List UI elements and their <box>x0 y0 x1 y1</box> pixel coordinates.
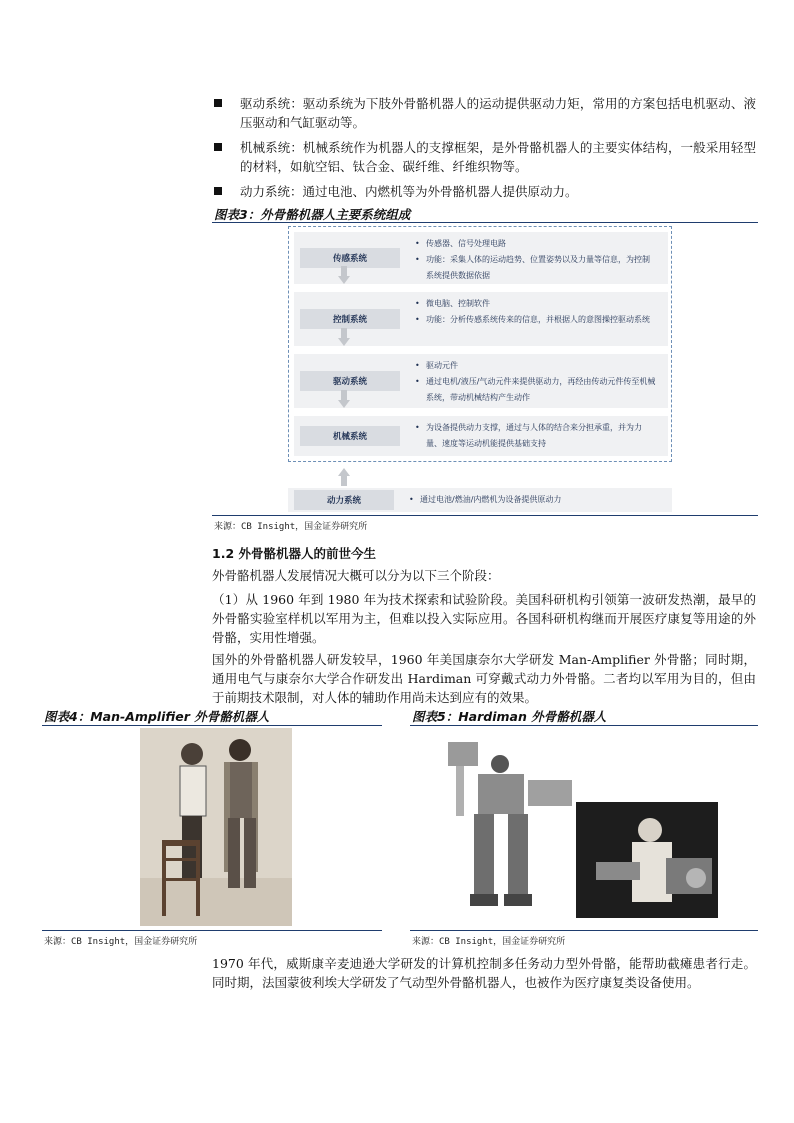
row-item: • 功能：采集人体的运动趋势、位置姿势以及力量等信息，为控制系统提供数据依据 <box>414 252 656 284</box>
row-item: • 通过电池/燃油/内燃机为设备提供原动力 <box>408 492 660 508</box>
figure4-bottom-rule <box>42 930 382 931</box>
figure5-top-rule <box>410 725 758 726</box>
paragraph: 外骨骼机器人发展情况大概可以分为以下三个阶段： <box>212 568 500 583</box>
row-label: 传感系统 <box>300 248 400 268</box>
figure4-top-rule <box>42 725 382 726</box>
figure3-source: 来源：CB Insight，国金证券研究所 <box>214 522 368 532</box>
diagram-row-control <box>294 292 668 346</box>
paragraph: 1970 年代，威斯康辛麦迪逊大学研发的计算机控制多任务动力型外骨骼，能帮助截瘫患者行走。同时期，法国蒙彼利埃大学研发了气动型外骨骼机器人，也被作为医疗康复类设备使用。 <box>212 956 756 990</box>
arrow-down-icon <box>338 266 350 284</box>
figure3-title: 图表3：外骨骼机器人主要系统组成 <box>214 207 411 222</box>
row-item: • 通过电机/液压/气动元件来提供驱动力，再经由传动元件传至机械系统，带动机械结构产生动作 <box>414 374 656 406</box>
figure3-bottom-rule <box>212 515 758 516</box>
arrow-up-icon <box>338 468 350 486</box>
row-label: 驱动系统 <box>300 371 400 391</box>
hardiman-full-illustration <box>434 728 578 918</box>
bullet-mechanical-system <box>212 138 756 176</box>
row-item: • 功能：分析传感系统传来的信息，并根据人的意图操控驱动系统 <box>414 312 656 328</box>
figure4-source: 来源：CB Insight，国金证券研究所 <box>44 937 198 947</box>
row-item: • 传感器、信号处理电路 <box>414 236 656 252</box>
diagram-row-sensing <box>294 232 668 284</box>
hardiman-photo-1 <box>434 728 578 918</box>
bullet-text: 动力系统：通过电池、内燃机等为外骨骼机器人提供原动力。 <box>240 184 578 199</box>
arrow-down-icon <box>338 390 350 408</box>
paragraph: （1）从 1960 年到 1980 年为技术探索和试验阶段。美国科研机构引领第一波研发热潮，最早的外骨骼实验室样机以军用为主，但难以投入实际应用。各国科研机构继而开展医疗康复等用途的外骨骼，实用性增强。 <box>212 592 756 645</box>
square-bullet-icon <box>214 99 222 107</box>
figure5-title: 图表5：Hardiman 外骨骼机器人 <box>412 709 607 724</box>
row-item: • 微电脑、控制软件 <box>414 296 656 312</box>
bullet-list <box>212 94 756 207</box>
row-label: 机械系统 <box>300 426 400 446</box>
bullet-text: 驱动系统：驱动系统为下肢外骨骼机器人的运动提供驱动力矩，常用的方案包括电机驱动、液压驱动和气缸驱动等。 <box>240 96 756 130</box>
hardiman-arm-illustration <box>576 802 718 918</box>
section-heading: 1.2 外骨骼机器人的前世今生 <box>212 546 376 561</box>
bullet-power-system <box>212 182 756 201</box>
paragraph: 国外的外骨骼机器人研发较早，1960 年美国康奈尔大学研发 Man-Amplifier 外骨骼；同时期，通用电气与康奈尔大学合作研发出 Hardiman 可穿戴式动力外骨骼。二者均以军用为目的，但由于前期技术限制，对人体的辅助作用尚未达到应有的效果。 <box>212 652 756 705</box>
row-item: • 驱动元件 <box>414 358 656 374</box>
system-diagram <box>288 226 674 512</box>
row-label: 动力系统 <box>294 490 394 510</box>
diagram-row-drive <box>294 354 668 408</box>
row-label: 控制系统 <box>300 309 400 329</box>
hardiman-photo-2 <box>576 802 718 918</box>
bullet-text: 机械系统：机械系统作为机器人的支撑框架，是外骨骼机器人的主要实体结构，一般采用轻型的材料，如航空铝、钛合金、碳纤维、纤维织物等。 <box>240 140 756 174</box>
figure4-title: 图表4：Man-Amplifier 外骨骼机器人 <box>44 709 270 724</box>
square-bullet-icon <box>214 187 222 195</box>
arrow-down-icon <box>338 328 350 346</box>
row-item: • 为设备提供动力支撑，通过与人体的结合来分担承重，并为力量、速度等运动机能提供基础支持 <box>414 420 656 452</box>
man-amplifier-illustration <box>140 728 292 926</box>
figure5-bottom-rule <box>410 930 758 931</box>
square-bullet-icon <box>214 143 222 151</box>
man-amplifier-photo <box>140 728 292 926</box>
figure5-source: 来源：CB Insight，国金证券研究所 <box>412 937 566 947</box>
figure3-top-rule <box>212 222 758 223</box>
diagram-row-mechanical <box>294 416 668 456</box>
diagram-row-power <box>288 488 672 512</box>
bullet-drive-system <box>212 94 756 132</box>
